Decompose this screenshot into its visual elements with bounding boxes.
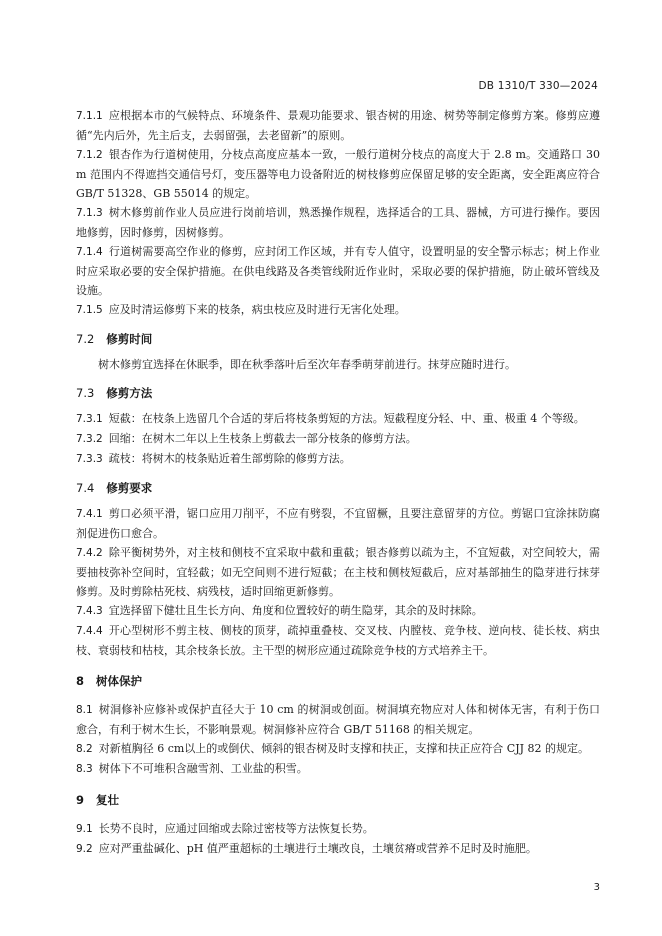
clause-number: 7.4.1 <box>76 508 103 520</box>
clause-7-4-2 <box>76 543 600 601</box>
document-body <box>76 106 600 859</box>
clause-9-2 <box>76 839 600 859</box>
clause-7-1-1 <box>76 106 600 145</box>
heading-number: 7.4 <box>76 481 95 495</box>
clause-8-1 <box>76 700 600 739</box>
clause-text: 短截：在枝条上选留几个合适的芽后将枝条剪短的方法。短截程度分轻、中、重、极重 4 个等级。 <box>108 412 585 425</box>
clause-text: 银杏作为行道树使用，分枝点高度应基本一致，一般行道树分枝点的高度大于 2.8 m。交通路口 30 m 范围内不得遮挡交通信号灯，变压器等电力设备附近的树枝修剪应保留足够的安全距离，安全距离应符合 GB/T 51328、GB 55014 的规定。 <box>76 148 600 200</box>
heading-title: 修剪要求 <box>106 481 153 495</box>
clause-text: 树洞修补应修补或保护直径大于 10 cm 的树洞或创面。树洞填充物应对人体和树体无害，有利于伤口愈合，有利于树木生长，不影响景观。树洞修补应符合 GB/T 51168 的相关规定。 <box>76 703 600 736</box>
clause-8-3 <box>76 759 600 779</box>
section-heading-7-4 <box>76 479 600 497</box>
clause-7-1-4 <box>76 242 600 300</box>
clause-number: 7.4.4 <box>76 625 103 637</box>
clause-number: 7.1.5 <box>76 304 103 316</box>
clause-number: 7.1.3 <box>76 207 103 219</box>
clause-number: 7.3.3 <box>76 453 103 465</box>
heading-title: 树体保护 <box>96 674 143 688</box>
heading-title: 修剪时间 <box>106 332 153 346</box>
heading-number: 8 <box>76 674 85 688</box>
clause-number: 9.2 <box>76 843 93 855</box>
clause-7-3-3 <box>76 449 600 469</box>
section-heading-7-3 <box>76 384 600 402</box>
clause-number: 7.3.1 <box>76 413 103 425</box>
clause-number: 7.1.1 <box>76 110 103 122</box>
clause-number: 7.1.2 <box>76 149 103 161</box>
clause-number: 7.4.2 <box>76 547 103 559</box>
clause-text: 疏枝：将树木的枝条贴近着生部剪除的修剪方法。 <box>108 452 351 465</box>
clause-7-4-4 <box>76 621 600 660</box>
clause-text: 长势不良时，应通过回缩或去除过密枝等方法恢复长势。 <box>98 822 374 835</box>
clause-number: 8.1 <box>76 704 93 716</box>
section-heading-9 <box>76 791 600 809</box>
clause-text: 应对严重盐碱化、pH 值严重超标的土壤进行土壤改良，土壤贫瘠或营养不足时及时施肥。 <box>98 842 537 855</box>
clause-number: 9.1 <box>76 823 93 835</box>
clause-7-3-2 <box>76 429 600 449</box>
clause-number: 7.4.3 <box>76 605 103 617</box>
clause-text: 剪口必须平滑，锯口应用刀削平，不应有劈裂，不宜留橛，且要注意留芽的方位。剪锯口宜涂抹防腐剂促进伤口愈合。 <box>76 507 600 540</box>
clause-number: 7.3.2 <box>76 433 103 445</box>
clause-text: 对新植胸径 6 cm以上的或倒伏、倾斜的银杏树及时支撑和扶正，支撑和扶正应符合 CJJ 82 的规定。 <box>98 742 590 755</box>
clause-text: 宜选择留下健壮且生长方向、角度和位置较好的萌生隐芽，其余的及时抹除。 <box>108 604 483 617</box>
clause-number: 7.1.4 <box>76 246 103 258</box>
document-code: DB 1310/T 330—2024 <box>478 80 598 92</box>
heading-number: 7.2 <box>76 332 95 346</box>
clause-text: 树体下不可堆积含融雪剂、工业盐的积雪。 <box>98 762 308 775</box>
section-heading-8 <box>76 672 600 690</box>
clause-7-1-2 <box>76 145 600 203</box>
clause-7-1-5 <box>76 300 600 320</box>
page-number: 3 <box>593 882 600 893</box>
clause-number: 8.2 <box>76 743 93 755</box>
heading-title: 复壮 <box>96 793 120 807</box>
heading-title: 修剪方法 <box>106 386 153 400</box>
clause-text: 除平衡树势外，对主枝和侧枝不宜采取中截和重截；银杏修剪以疏为主，不宜短截，对空间较大，需要抽枝弥补空间时，宜轻截；如无空间则不进行短截；在主枝和侧枝短截后，应对基部抽生的隐芽进行抹芽修剪。及时剪除枯死枝、病残枝，适时回缩更新修剪。 <box>76 546 600 598</box>
clause-text: 树木修剪前作业人员应进行岗前培训，熟悉操作规程，选择适合的工具、器械，方可进行操作。要因地修剪，因时修剪，因树修剪。 <box>76 206 600 239</box>
clause-text: 应根据本市的气候特点、环境条件、景观功能要求、银杏树的用途、树势等制定修剪方案。修剪应遵循“先内后外，先主后支，去弱留强，去老留新”的原则。 <box>76 109 600 142</box>
heading-number: 9 <box>76 793 85 807</box>
clause-number: 8.3 <box>76 763 93 775</box>
clause-text: 回缩：在树木二年以上生枝条上剪截去一部分枝条的修剪方法。 <box>108 432 417 445</box>
clause-9-1 <box>76 819 600 839</box>
clause-7-4-3 <box>76 601 600 621</box>
clause-text: 应及时清运修剪下来的枝条，病虫枝应及时进行无害化处理。 <box>108 303 406 316</box>
clause-text: 开心型树形不剪主枝、侧枝的顶芽，疏掉重叠枝、交叉枝、内膛枝、竞争枝、逆向枝、徒长枝、病虫枝、衰弱枝和枯枝，其余枝条长放。主干型的树形应通过疏除竞争枝的方式培养主干。 <box>76 624 600 657</box>
clause-7-1-3 <box>76 203 600 242</box>
clause-7-2-text: 树木修剪宜选择在休眠季，即在秋季落叶后至次年春季萌芽前进行。抹芽应随时进行。 <box>98 358 516 371</box>
clause-7-4-1 <box>76 504 600 543</box>
clause-7-3-1 <box>76 409 600 429</box>
clause-8-2 <box>76 739 600 759</box>
heading-number: 7.3 <box>76 386 95 400</box>
section-heading-7-2 <box>76 330 600 348</box>
clause-text: 行道树需要高空作业的修剪，应封闭工作区域，并有专人值守，设置明显的安全警示标志；树上作业时应采取必要的安全保护措施。在供电线路及各类管线附近作业时，采取必要的保护措施，防止破坏管线及设施。 <box>76 245 600 297</box>
